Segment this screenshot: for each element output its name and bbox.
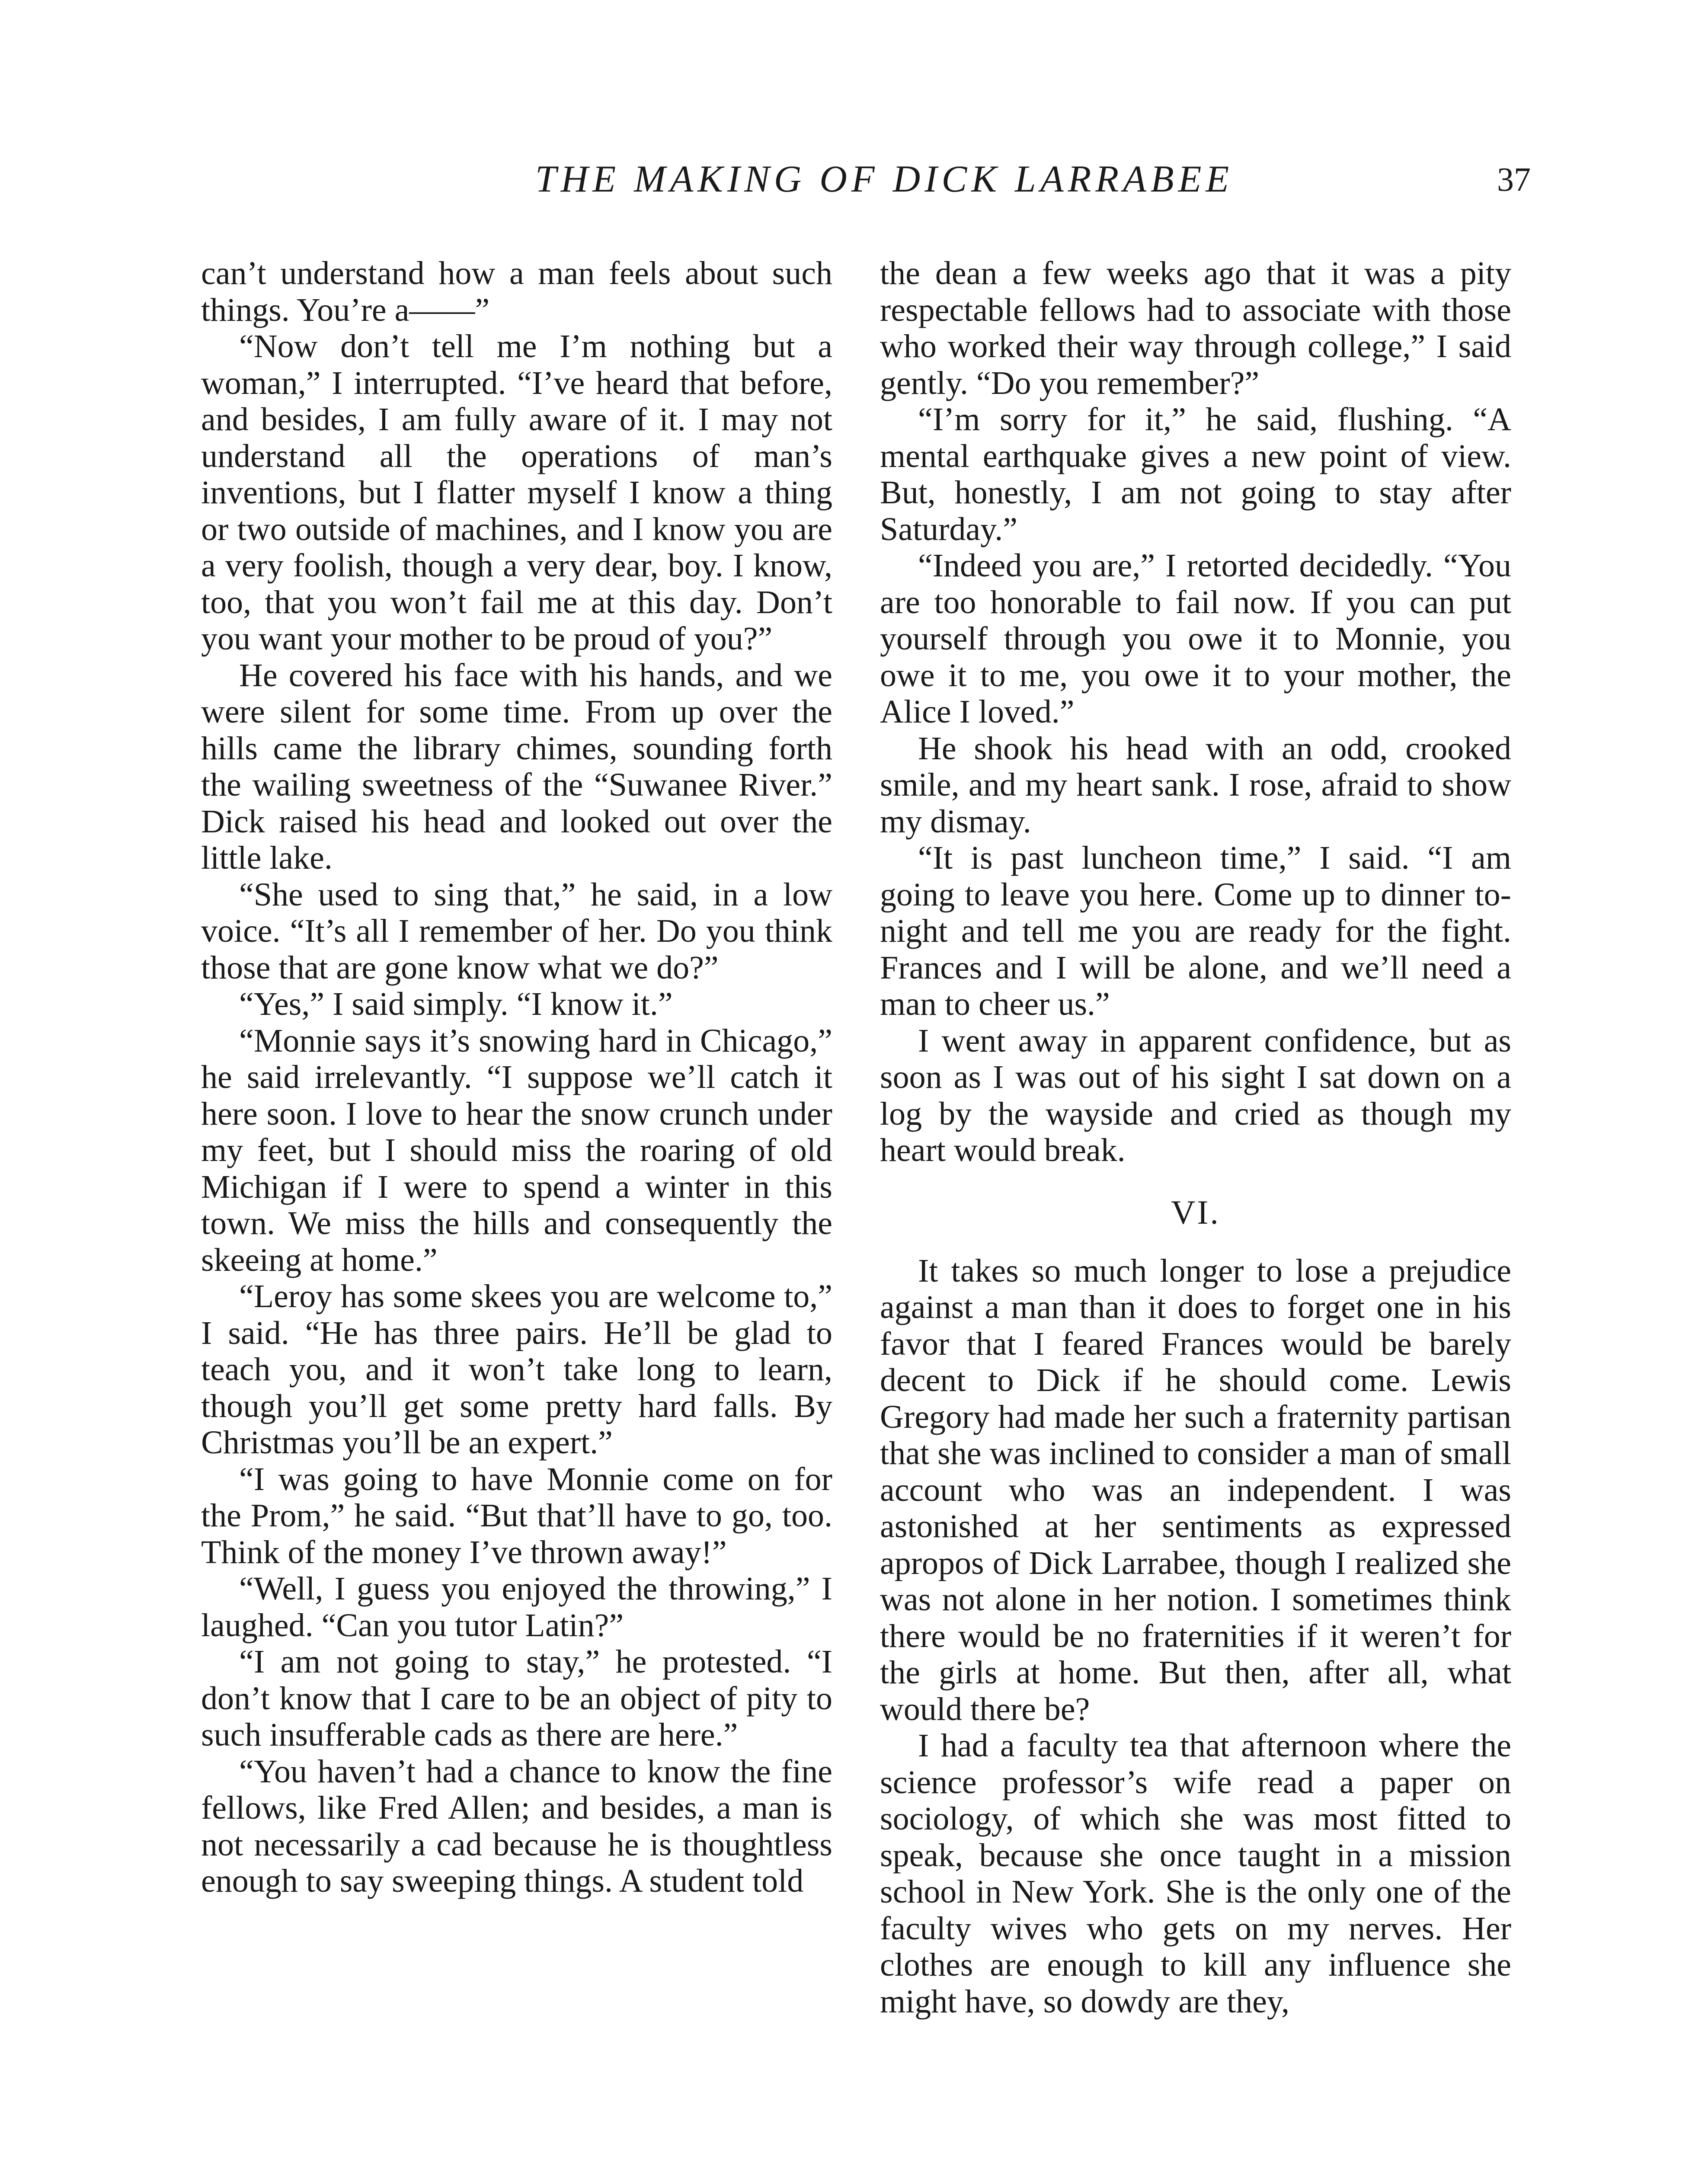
paragraph: “Leroy has some skees you are welcome to,” I said. “He has three pairs. He’ll be glad to teach you, and it won’t take long to learn, though you’ll get some pretty hard falls. By Christmas you’ll be an expert.” [201,1278,832,1461]
left-column [201,255,832,1900]
paragraph: It takes so much longer to lose a prejudice against a man than it does to forget one in his favor that I feared Frances would be barely decent to Dick if he should come. Lewis Gregory had made her such a fraternity partisan that she was inclined to consider a man of small account who was an independent. I was astonished at her sentiments as expressed apropos of Dick Larrabee, though I realized she was not alone in her notion. I sometimes think there would be no fraternities if it weren’t for the girls at home. But then, after all, what would there be? [880,1252,1511,1727]
paragraph: “She used to sing that,” he said, in a low voice. “It’s all I remember of her. Do you think those that are gone know what we do?” [201,876,832,986]
paragraph: “It is past luncheon time,” I said. “I am going to leave you here. Come up to dinner to-night and tell me you are ready for the fight. Frances and I will be alone, and we’ll need a man to cheer us.” [880,840,1511,1022]
paragraph: can’t understand how a man feels about such things. You’re a——” [201,255,832,328]
paragraph: “Monnie says it’s snowing hard in Chicago,” he said irrelevantly. “I suppose we’ll catch it here soon. I love to hear the snow crunch under my feet, but I should miss the roaring of old Michigan if I were to spend a winter in this town. We miss the hills and consequently the skeeing at home.” [201,1022,832,1278]
running-title: THE MAKING OF DICK LARRABEE [535,158,1234,200]
paragraph: “I’m sorry for it,” he said, flushing. “A mental earthquake gives a new point of view. But, honestly, I am not going to stay after Saturday.” [880,401,1511,547]
paragraph: “I am not going to stay,” he protested. “I don’t know that I care to be an object of pity to such insufferable cads as there are here.” [201,1644,832,1753]
section-heading: VI. [1171,1193,1220,1231]
paragraph: I had a faculty tea that afternoon where the science professor’s wife read a paper on sociology, of which she was most fitted to speak, because she once taught in a mission school in New York. She is the only one of the faculty wives who gets on my nerves. Her clothes are enough to kill any influence she might have, so dowdy are they, [880,1727,1511,2020]
page-header [0,154,1708,214]
paragraph: I went away in apparent confidence, but as soon as I was out of his sight I sat down on a log by the wayside and cried as though my heart would break. [880,1022,1511,1168]
paragraph: “Indeed you are,” I retorted decidedly. “You are too honorable to fail now. If you can put yourself through you owe it to Monnie, you owe it to me, you owe it to your mother, the Alice I loved.” [880,547,1511,730]
paragraph: “Yes,” I said simply. “I know it.” [239,986,673,1022]
paragraph: the dean a few weeks ago that it was a pity respectable fellows had to associate with those who worked their way through college,” I said gently. “Do you remember?” [880,255,1511,401]
page-number: 37 [1497,160,1531,198]
paragraph: “Well, I guess you enjoyed the throwing,” I laughed. “Can you tutor Latin?” [201,1570,832,1644]
paragraph: He shook his head with an odd, crooked smile, and my heart sank. I rose, afraid to show my dismay. [880,730,1511,840]
paragraph: He covered his face with his hands, and we were silent for some time. From up over the hills came the library chimes, sounding forth the wailing sweetness of the “Suwanee River.” Dick raised his head and looked out over the little lake. [201,657,832,876]
right-column [880,255,1511,2020]
paragraph: “You haven’t had a chance to know the fine fellows, like Fred Allen; and besides, a man is not necessarily a cad because he is thoughtless enough to say sweeping things. A student told [201,1753,832,1899]
paragraph: “I was going to have Monnie come on for the Prom,” he said. “But that’ll have to go, too. Think of the money I’ve thrown away!” [201,1461,832,1570]
paragraph: “Now don’t tell me I’m nothing but a woman,” I interrupted. “I’ve heard that before, and besides, I am fully aware of it. I may not understand all the operations of man’s inventions, but I flatter myself I know a thing or two outside of machines, and I know you are a very foolish, though a very dear, boy. I know, too, that you won’t fail me at this day. Don’t you want your mother to be proud of you?” [201,328,832,657]
